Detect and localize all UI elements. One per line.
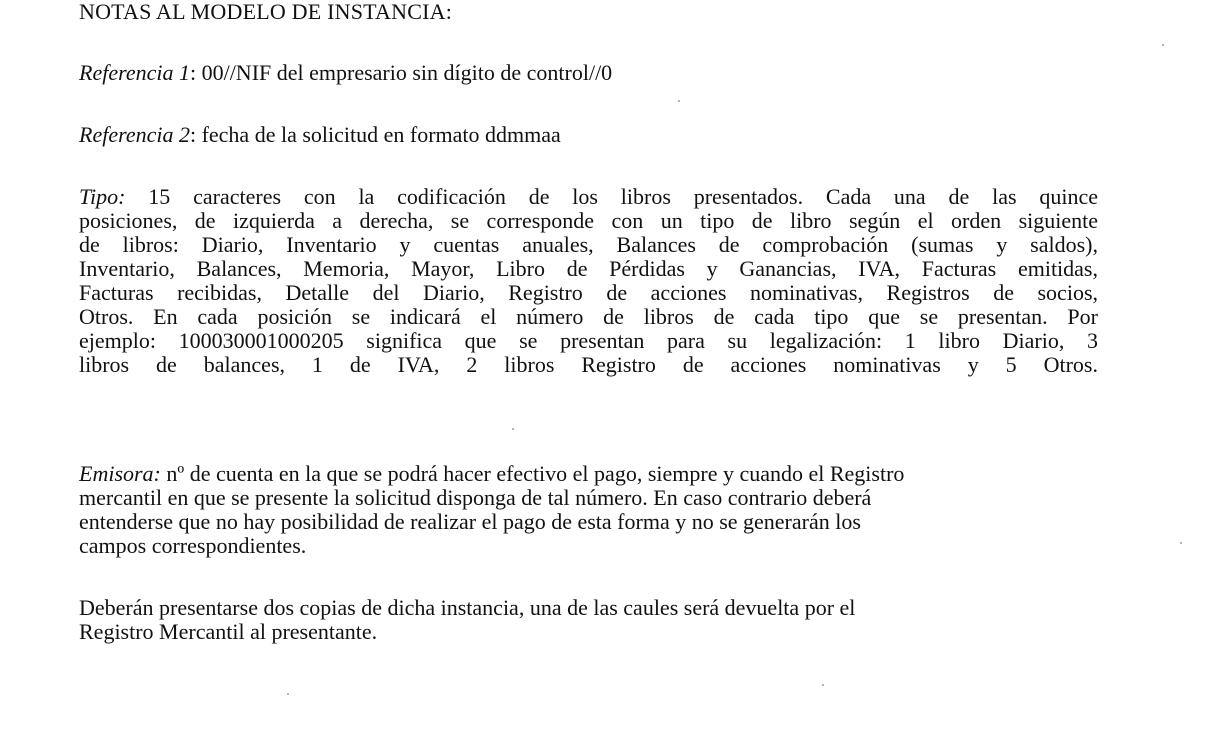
scan-speck: [1180, 542, 1182, 544]
scan-speck: [287, 693, 289, 695]
tipo-line-7: ejemplo: 100030001000205 significa que se presentan para su legalización: 1 libro Diario, 3: [79, 328, 1098, 353]
reference-2-paragraph: [79, 123, 561, 147]
emisora-line-1: [79, 462, 904, 486]
reference-1-paragraph: [79, 61, 612, 85]
reference-1-text: : 00//NIF del empresario sin dígito de control//0: [189, 60, 613, 85]
emisora-label: Emisora:: [79, 461, 161, 486]
emisora-line-3: entenderse que no hay posibilidad de realizar el pago de esta forma y no se generarán los: [79, 509, 861, 534]
scan-speck: [822, 684, 824, 686]
scan-speck: [678, 100, 680, 102]
reference-2-label: Referencia 2: [79, 122, 190, 147]
reference-1-label: Referencia 1: [79, 60, 190, 85]
tipo-line-2: posiciones, de izquierda a derecha, se corresponde con un tipo de libro según el orden siguiente: [79, 208, 1098, 233]
emisora-text-1: nº de cuenta en la que se podrá hacer efectivo el pago, siempre y cuando el Registro: [160, 461, 905, 486]
closing-line-1: Deberán presentarse dos copias de dicha instancia, una de las caules será devuelta por el: [79, 595, 856, 620]
closing-line-2: Registro Mercantil al presentante.: [79, 619, 378, 644]
tipo-line-4: Inventario, Balances, Memoria, Mayor, Libro de Pérdidas y Ganancias, IVA, Facturas emitidas,: [79, 256, 1098, 281]
tipo-line-1: [79, 185, 1098, 209]
reference-2-text: : fecha de la solicitud en formato ddmmaa: [189, 122, 561, 147]
scan-speck: [1162, 44, 1164, 46]
tipo-label: Tipo:: [79, 184, 126, 209]
scan-speck: [512, 428, 514, 430]
tipo-line-5: Facturas recibidas, Detalle del Diario, Registro de acciones nominativas, Registros de socios,: [79, 280, 1098, 305]
emisora-line-4: campos correspondientes.: [79, 533, 307, 558]
document-heading: NOTAS AL MODELO DE INSTANCIA:: [79, 0, 453, 24]
tipo-line-8: libros de balances, 1 de IVA, 2 libros Registro de acciones nominativas y 5 Otros.: [79, 352, 1098, 377]
tipo-text-1: 15 caracteres con la codificación de los libros presentados. Cada una de las quince: [125, 184, 1098, 209]
tipo-line-6: Otros. En cada posición se indicará el número de libros de cada tipo que se presentan. Por: [79, 304, 1098, 329]
emisora-line-2: mercantil en que se presente la solicitud disponga de tal número. En caso contrario deberá: [79, 485, 872, 510]
tipo-line-3: de libros: Diario, Inventario y cuentas anuales, Balances de comprobación (sumas y saldos),: [79, 232, 1098, 257]
